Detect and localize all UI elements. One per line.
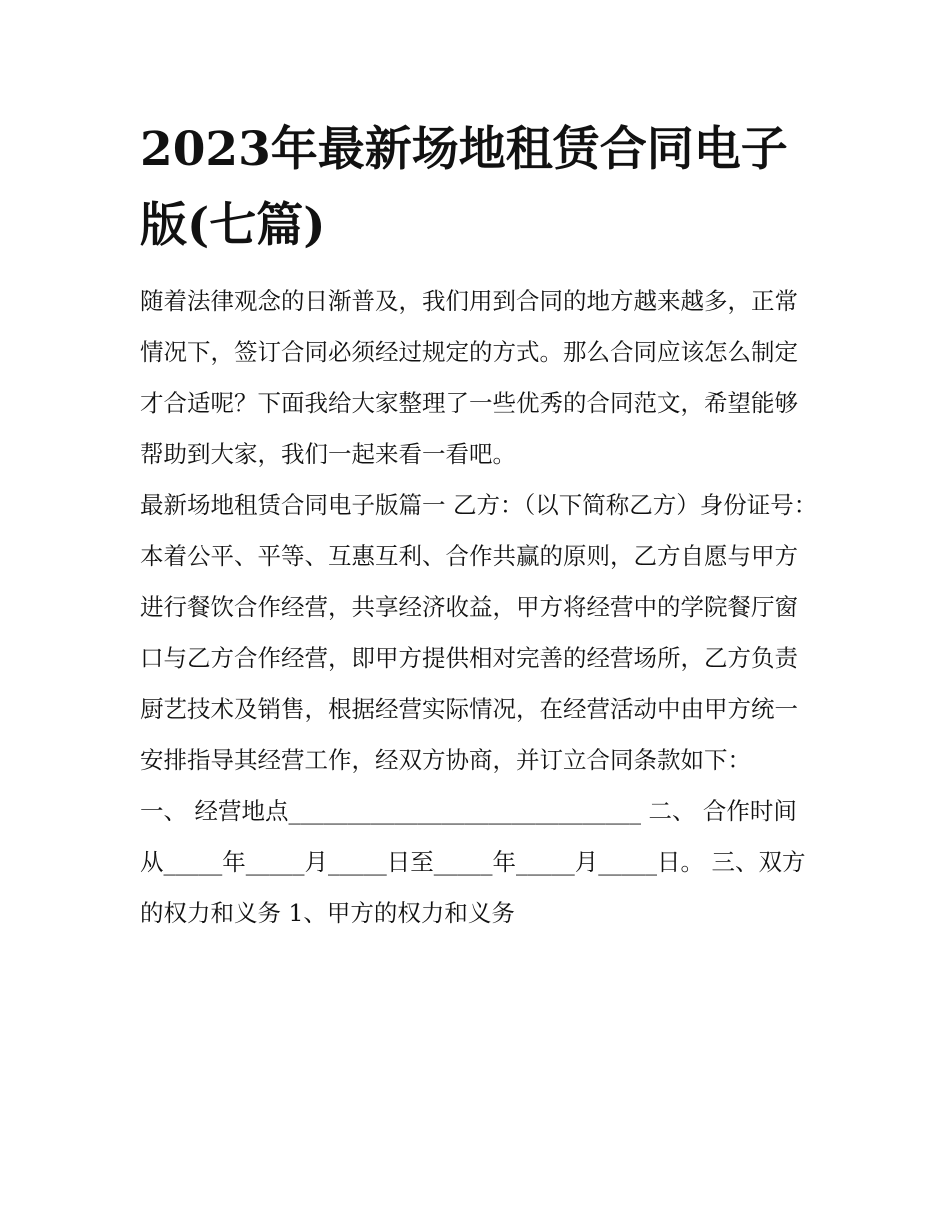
paragraph-section-heading: 最新场地租赁合同电子版篇一 乙方：（以下简称乙方）身份证号： [140, 491, 818, 519]
paragraph-location: 一、 经营地点______________________________ 二、 合作时间 [140, 797, 797, 825]
document-body [140, 276, 820, 939]
paragraph-intro: 随着法律观念的日渐普及，我们用到合同的地方越来越多，正常情况下，签订合同必须经过规定的方式。那么合同应该怎么制定才合适呢？下面我给大家整理了一些优秀的合同范文，希望能够帮助到大家，我们一起来看一看吧。 [140, 287, 798, 468]
document-title: 2023年最新场地租赁合同电子版(七篇) [140, 122, 788, 253]
paragraph-principles: 本着公平、平等、互惠互利、合作共赢的原则，乙方自愿与甲方进行餐饮合作经营，共享经济收益，甲方将经营中的学院餐厅窗口与乙方合作经营，即甲方提供相对完善的经营场所，乙方负责厨艺技术及销售，根据经营实际情况，在经营活动中由甲方统一安排指导其经营工作，经双方协商，并订立合同条款如下： [140, 542, 798, 774]
paragraph-period: 从_____年_____月_____日至_____年_____月_____日。 三、双方的权力和义务 1、甲方的权力和义务 [140, 848, 806, 927]
